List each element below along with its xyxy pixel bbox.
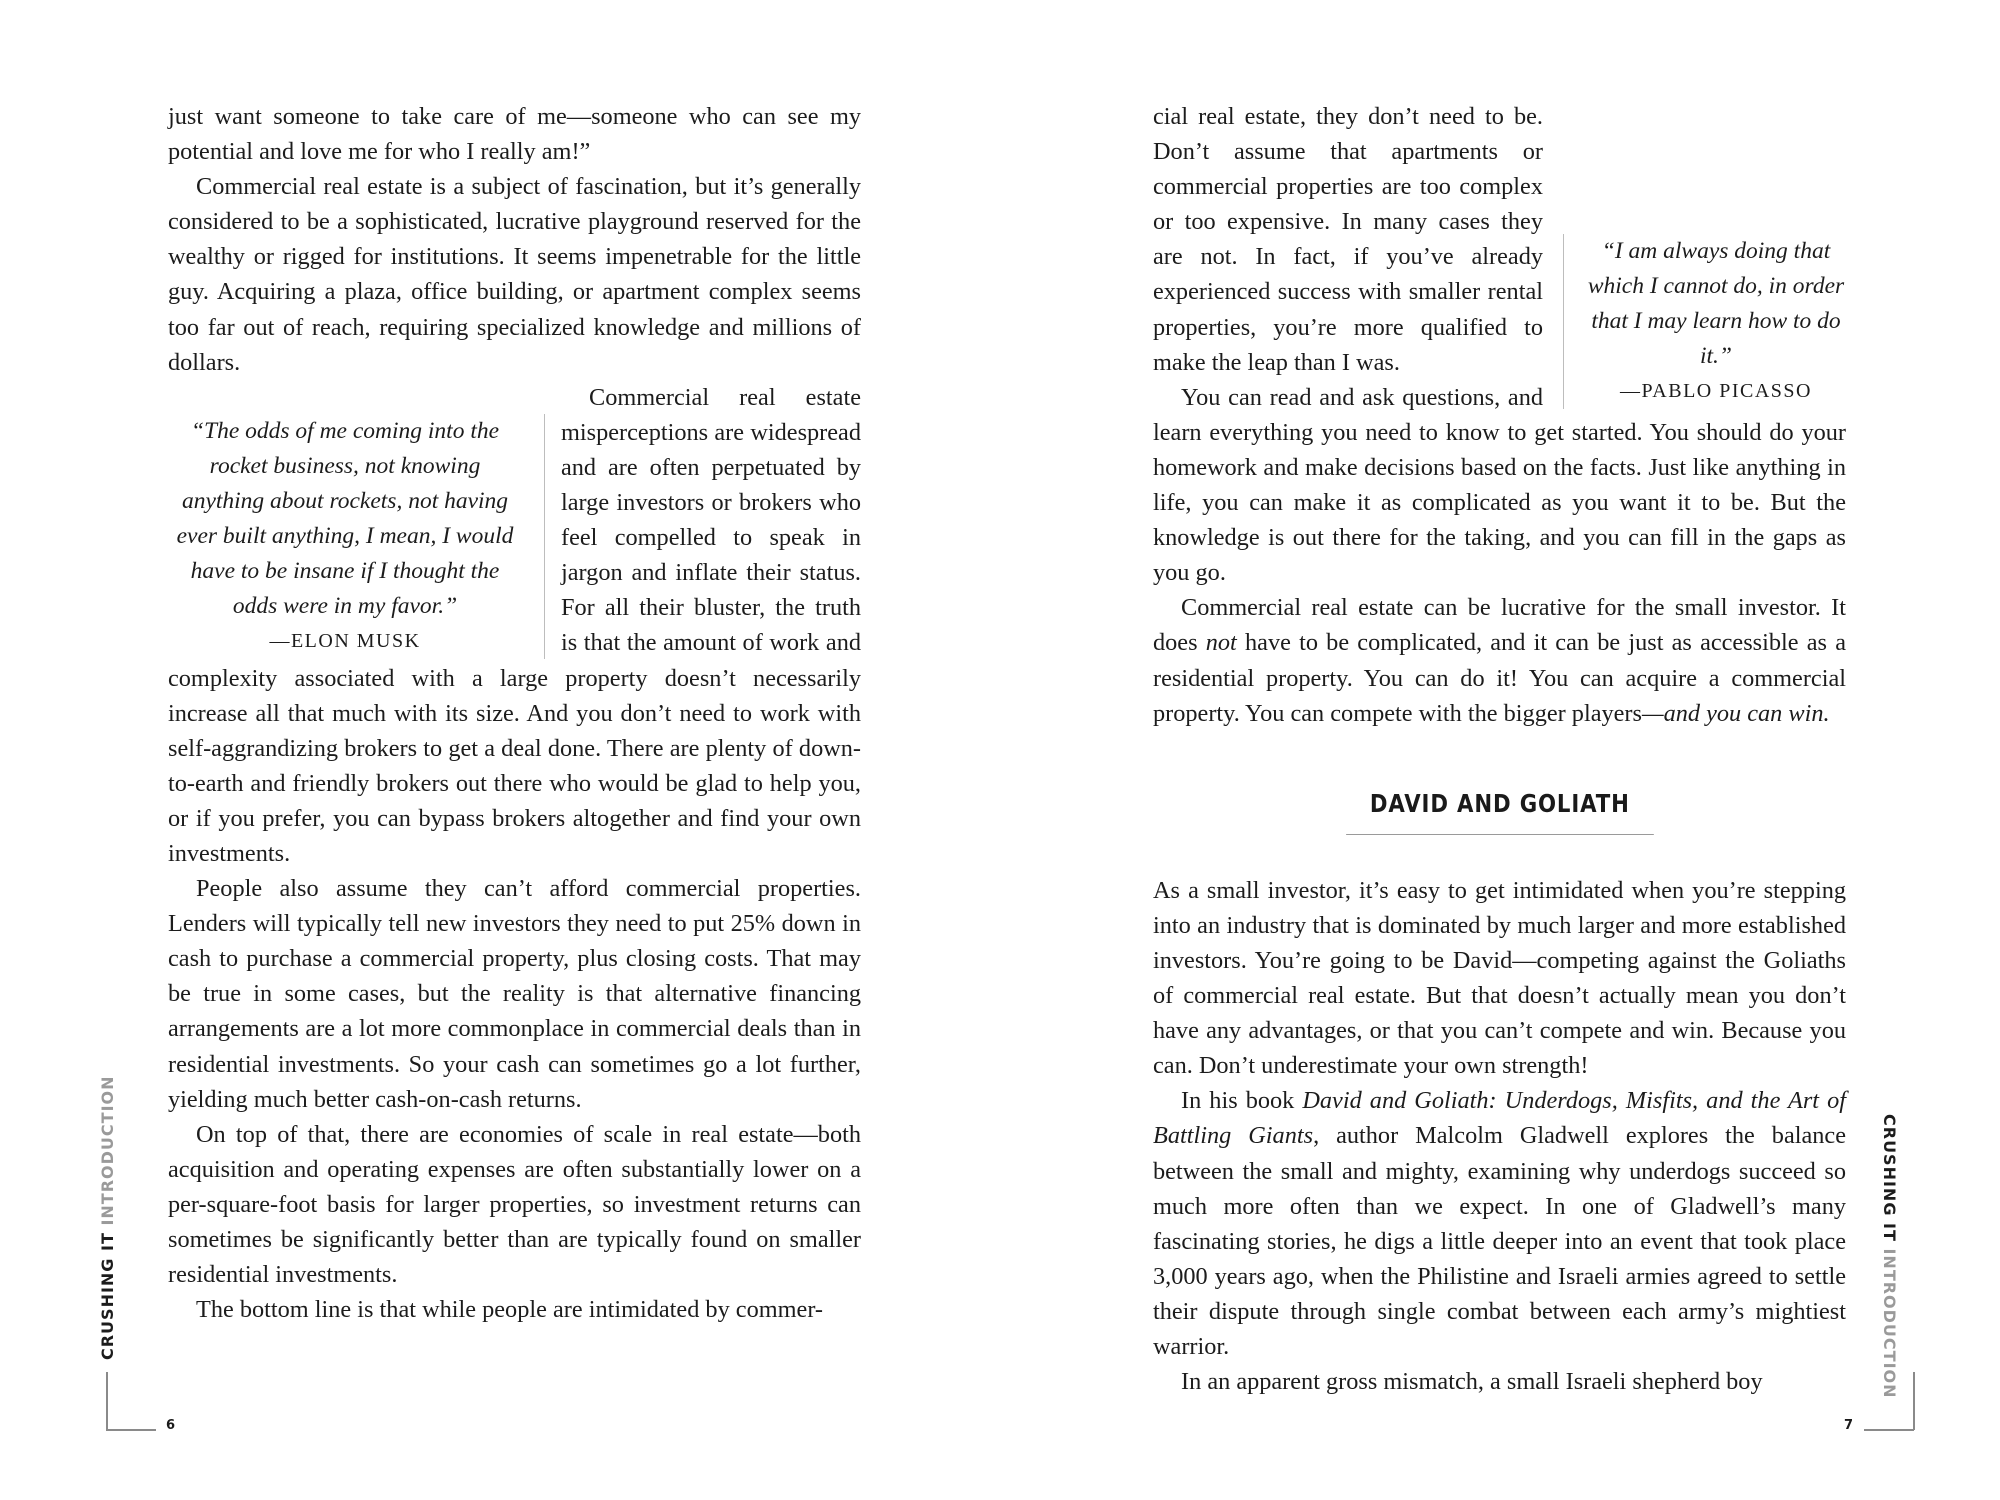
right-page bbox=[1000, 0, 2000, 1500]
paragraph-text: In his book bbox=[1181, 1087, 1303, 1115]
emphasis: —and you can win. bbox=[1641, 699, 1830, 727]
running-head-section: INTRODUCTION bbox=[98, 1075, 117, 1226]
paragraph: cial real estate, they don’t need to be. Don’t assume that apartments or commercial properties are too complex or too expensive. In many cases they are not. In fact, if you’ve already experienced success with smaller rental properties, you’re more qualified to make the leap than I was. bbox=[1153, 103, 1543, 376]
paragraph-text: Commercial real estate is a subject of fascination, but it’s generally considered to be a sophisticated, lucrative playground reserved for the wealthy or rigged for institutions. It seems impenetrable for the little guy. Acquiring a plaza, office building, or apartment complex seems too far out of reach, requiring specialized knowledge and millions of dollars. bbox=[168, 173, 861, 376]
corner-rule-horizontal bbox=[1864, 1429, 1914, 1431]
paragraph: just want someone to take care of me—someone who can see my potential and love me for who I really am!” bbox=[168, 103, 861, 166]
running-head-book: CRUSHING IT bbox=[1880, 1114, 1899, 1242]
section-heading-text: DAVID AND GOLIATH bbox=[1346, 786, 1653, 835]
emphasis: not bbox=[1205, 629, 1237, 657]
pull-quote-attribution: —PABLO PICASSO bbox=[1620, 380, 1812, 403]
page-number: 6 bbox=[166, 1418, 176, 1433]
page-number: 7 bbox=[1844, 1418, 1854, 1433]
paragraph: You can read and ask questions, and learn everything you need to know to get started. You should do your homework and make decisions based on the facts. Just like anything in life, you can make it as complicated as you want it to be. But the knowledge is out there for the taking, and you can fill in the gaps as you go. bbox=[1153, 383, 1846, 587]
right-text-column bbox=[1153, 99, 1846, 1399]
paragraph-text: have to be complicated, and it can be just as accessible as a residential property. You can do it! You can acquire a commercial property. You can compete with the bigger players bbox=[1153, 629, 1846, 727]
paragraph: As a small investor, it’s easy to get intimidated when you’re stepping into an industry that is dominated by much larger and more established investors. You’re going to be David—competing against the Goliaths of commercial real estate. But that doesn’t actually mean you don’t have any advantages, or that you can’t compete and win. Because you can. Don’t underestimate your own strength! bbox=[1153, 876, 1846, 1080]
section-heading bbox=[1153, 786, 1846, 835]
paragraph: The bottom line is that while people are intimidated by commer- bbox=[196, 1296, 824, 1324]
running-head-book: CRUSHING IT bbox=[98, 1232, 117, 1360]
paragraph bbox=[1153, 590, 1846, 730]
running-head bbox=[1880, 1114, 1899, 1399]
pull-quote-text: “The odds of me coming into the rocket business, not knowing anything about rockets, not having ever built anything, I mean, I would have to be insane if I thought the odds were in my favor.” bbox=[176, 417, 514, 620]
book-title: David and Goliath: Underdogs, Misfits, and the Art of Battling Giants bbox=[1153, 1087, 1846, 1150]
paragraph: People also assume they can’t afford commercial properties. Lenders will typically tell new investors they need to put 25% down in cash to purchase a commercial property, plus closing costs. That may be true in some cases, but the reality is that alternative financing arrangements are a lot more commonplace in commercial deals than in residential investments. So your cash can sometimes go a lot further, yielding much better cash-on-cash returns. bbox=[168, 875, 861, 1113]
running-head bbox=[98, 1075, 117, 1360]
pull-quote-attribution: —ELON MUSK bbox=[269, 630, 421, 653]
left-text-column bbox=[168, 99, 861, 1327]
paragraph-text: , author Malcolm Gladwell explores the balance between the small and mighty, examining why underdogs succeed so much more often than we expect. In one of Gladwell’s many fascinating stories, he digs a little deeper into an event that took place 3,000 years ago, when the Philistine and Israeli armies agreed to settle their dispute through single combat between each army’s mightiest warrior. bbox=[1153, 1122, 1846, 1360]
pull-quote-text: “I am always doing that which I cannot do, in order that I may learn how to do it.” bbox=[1587, 238, 1845, 370]
paragraph: Commercial real estate misperceptions are widespread and are often perpetuated by large investors or brokers who feel compelled to speak in jargon and inflate their status. For all their bluster, the truth is that the amount of work and complexity associated with a large property doesn’t necessarily increase all that much with its size. And you don’t need to work with self-aggrandizing brokers to get a deal done. There are plenty of down-to-earth and friendly brokers out there who would be glad to help you, or if you prefer, you can bypass brokers altogether and find your own investments. bbox=[168, 383, 861, 867]
pull-quote bbox=[168, 414, 545, 660]
pull-quote bbox=[1563, 234, 1846, 409]
running-head-section: INTRODUCTION bbox=[1880, 1248, 1899, 1399]
corner-rule-horizontal bbox=[106, 1429, 156, 1431]
corner-rule-vertical bbox=[106, 1372, 108, 1430]
paragraph bbox=[1153, 1083, 1846, 1364]
paragraph bbox=[168, 169, 861, 380]
paragraph-text: Commercial real estate can be lucrative for the small investor. It does bbox=[1153, 594, 1846, 657]
corner-rule-vertical bbox=[1913, 1372, 1915, 1430]
paragraph: On top of that, there are economies of scale in real estate—both acquisition and operating expenses are often substantially lower on a per-square-foot basis for larger properties, so investment returns can sometimes be significantly better than are typically found on smaller residential investments. bbox=[168, 1120, 861, 1289]
paragraph: In an apparent gross mismatch, a small Israeli shepherd boy bbox=[1181, 1368, 1763, 1396]
